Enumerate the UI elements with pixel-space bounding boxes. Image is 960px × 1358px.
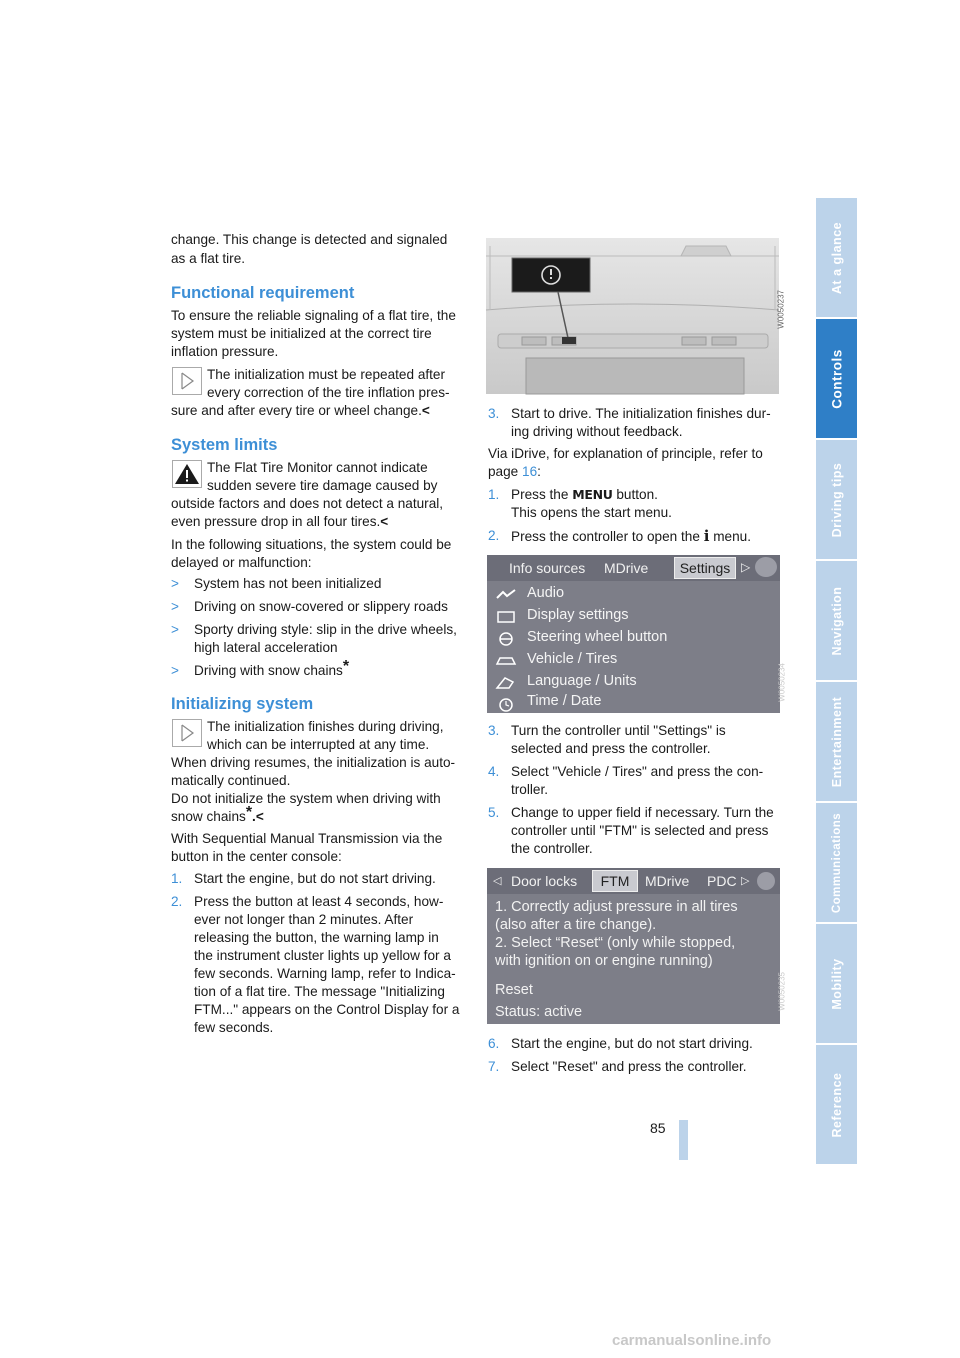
step-text: button. <box>616 487 658 502</box>
end-mark: .< <box>252 809 264 824</box>
step-item <box>488 1035 788 1055</box>
page-link[interactable]: 16 <box>522 464 538 479</box>
step-text: ing driving without feedback. <box>511 424 683 439</box>
status-text: Status: active <box>495 1004 583 1020</box>
step-text: Turn the controller until "Settings" is <box>511 723 726 738</box>
ftm-instruction-line: 2. Select “Reset“ (only while stopped, <box>495 935 736 951</box>
note1-text: sure and after every tire or wheel change. <box>171 403 422 418</box>
step-number: 5. <box>488 805 500 820</box>
step-item <box>488 804 788 864</box>
bullet: > <box>171 663 179 678</box>
warning-icon <box>172 460 202 488</box>
tab-mobility[interactable] <box>816 924 857 1043</box>
note2-line-2: which can be interrupted at any time. <box>207 737 430 752</box>
info-icon: i <box>703 527 710 545</box>
step-item <box>488 722 788 762</box>
list-item <box>171 598 471 618</box>
list-item-text: Driving on snow-covered or slippery roads <box>194 599 448 614</box>
intro-line-1: change. This change is detected and signaled <box>171 232 448 247</box>
heading-initializing-system: Initializing system <box>171 695 314 713</box>
step-text: troller. <box>511 782 549 797</box>
smt-line-1: With Sequential Manual Transmission via the <box>171 831 443 846</box>
list-item-text: high lateral acceleration <box>194 640 338 655</box>
menu-item-audio[interactable]: Audio <box>527 585 565 601</box>
step-number: 2. <box>488 528 500 543</box>
watermark: carmanualsonline.info <box>612 1332 772 1349</box>
language-icon <box>495 676 517 690</box>
step-text: selected and press the controller. <box>511 741 711 756</box>
note1-line-2: every correction of the tire inflation pres- <box>207 385 450 400</box>
step-number: 3. <box>488 406 500 421</box>
step-item <box>171 893 471 1043</box>
page-marker-bar <box>679 1120 688 1160</box>
warn-text: even pressure drop in all four tires. <box>171 514 381 529</box>
bullet: > <box>171 599 179 614</box>
list-item-text: Sporty driving style: slip in the drive wheels, <box>194 622 457 637</box>
note2-line-5: Do not initialize the system when driving with <box>171 791 441 806</box>
note2-line-1: The initialization finishes during driving, <box>207 719 444 734</box>
note2-line-4: matically continued. <box>171 773 291 788</box>
end-mark: < <box>421 403 430 418</box>
step-text: This opens the start menu. <box>511 505 672 520</box>
tab-at-a-glance[interactable] <box>816 198 857 317</box>
list-item-text: System has not been initialized <box>194 576 382 591</box>
step-item <box>488 763 788 803</box>
idrive-text: page <box>488 464 523 479</box>
step-text: few seconds. <box>194 1020 274 1035</box>
step-text: Select "Reset" and press the controller. <box>511 1059 747 1074</box>
tab-controls[interactable] <box>816 319 857 438</box>
note1-line-1: The initialization must be repeated after <box>207 367 446 382</box>
step-number: 4. <box>488 764 500 779</box>
menu-key-icon: MENU <box>572 487 613 502</box>
settings-gear-icon[interactable] <box>755 557 777 577</box>
note-icon <box>172 719 202 747</box>
note2-text: snow chains <box>171 809 246 824</box>
tab-door-locks[interactable]: Door locks <box>511 873 578 889</box>
tab-label: Reference <box>829 1072 844 1137</box>
console-photo <box>486 238 786 394</box>
step-text: FTM..." appears on the Control Display for a <box>194 1002 460 1017</box>
warn-line-1: The Flat Tire Monitor cannot indicate <box>207 460 428 475</box>
step-text: Press the <box>511 487 569 502</box>
info-icon[interactable] <box>757 872 775 890</box>
page-number: 85 <box>650 1120 666 1136</box>
step-text: tion of a flat tire. The message "Initializing <box>194 984 445 999</box>
step-text: the instrument cluster lights up yellow for a <box>194 948 451 963</box>
tab-settings[interactable]: Settings <box>674 557 736 579</box>
step-item <box>488 486 788 526</box>
ftm-instruction-line: 1. Correctly adjust pressure in all tires <box>495 899 738 915</box>
list-item <box>171 658 471 682</box>
bullet: > <box>171 576 179 591</box>
warn-line-3: outside factors and does not detect a natural, <box>171 496 444 511</box>
functional-line-3: inflation pressure. <box>171 344 279 359</box>
list-item-text: Driving with snow chains <box>194 663 343 678</box>
step-text: Change to upper field if necessary. Turn the <box>511 805 774 820</box>
step-number: 7. <box>488 1059 500 1074</box>
smt-line-2: button in the center console: <box>171 849 342 864</box>
warn-line-2: sudden severe tire damage caused by <box>207 478 438 493</box>
tab-label: Controls <box>829 348 844 409</box>
tab-label: Communications <box>830 812 843 913</box>
image-code: W0050234 <box>778 663 787 702</box>
step-text: Start the engine, but do not start driving. <box>511 1036 753 1051</box>
step-text: Press the controller to open the <box>511 529 700 544</box>
reset-button[interactable]: Reset <box>495 982 533 998</box>
step-item <box>488 1058 788 1078</box>
list-item <box>171 575 471 595</box>
idrive-line-2 <box>488 463 541 482</box>
ftm-instruction-line: (also after a tire change). <box>495 917 657 933</box>
step-item <box>488 405 788 445</box>
colon: : <box>537 464 541 479</box>
menu-item-vehicle-tires[interactable]: Vehicle / Tires <box>527 651 618 667</box>
arrow-right-icon: ▷ <box>741 875 750 887</box>
menu-item-language-units[interactable]: Language / Units <box>527 673 637 689</box>
tab-communications[interactable] <box>816 803 857 922</box>
image-code: W0050235 <box>778 972 787 1011</box>
step-text: few seconds. Warning lamp, refer to Indica- <box>194 966 456 981</box>
warn-line-4 <box>171 513 388 532</box>
note2-line-3: When driving resumes, the initialization is auto- <box>171 755 456 770</box>
tab-reference[interactable] <box>816 1045 857 1164</box>
tab-label: Navigation <box>829 586 844 655</box>
tab-mdrive[interactable]: MDrive <box>604 560 649 576</box>
vehicle-icon <box>495 654 517 668</box>
end-mark: < <box>380 514 389 529</box>
step-text: controller until "FTM" is selected and press <box>511 823 769 838</box>
step-number: 1. <box>171 871 183 886</box>
asterisk: * <box>342 658 350 675</box>
heading-system-limits: System limits <box>171 436 278 454</box>
step-text: Start to drive. The initialization finishes dur- <box>511 406 771 421</box>
tab-ftm[interactable]: FTM <box>592 870 638 892</box>
note-icon <box>172 367 202 395</box>
heading-functional-requirement: Functional requirement <box>171 284 355 302</box>
tab-pdc[interactable]: PDC <box>707 873 737 889</box>
note1-line-3 <box>171 402 430 421</box>
idrive-ftm-screen <box>487 868 787 1024</box>
tab-label: Mobility <box>829 957 844 1010</box>
step-text: Select "Vehicle / Tires" and press the con- <box>511 764 764 779</box>
intro-line-2: as a flat tire. <box>171 251 246 266</box>
list-item <box>171 621 471 661</box>
limits-line-1: In the following situations, the system could be <box>171 537 452 552</box>
tab-entertainment[interactable] <box>816 682 857 801</box>
tab-navigation[interactable] <box>816 561 857 680</box>
tab-label: Driving tips <box>829 462 844 537</box>
step-text: the controller. <box>511 841 593 856</box>
tab-driving-tips[interactable] <box>816 440 857 559</box>
arrow-left-icon: ◁ <box>493 875 502 887</box>
step-number: 3. <box>488 723 500 738</box>
display-icon <box>495 610 517 624</box>
tab-label: Entertainment <box>829 696 844 787</box>
step-text: menu. <box>713 529 751 544</box>
step-number: 2. <box>171 894 183 909</box>
step-item <box>171 870 471 890</box>
tab-mdrive[interactable]: MDrive <box>645 873 690 889</box>
step-item <box>488 527 788 547</box>
step-number: 1. <box>488 487 500 502</box>
tab-info-sources[interactable]: Info sources <box>509 560 586 576</box>
bullet: > <box>171 622 179 637</box>
side-tab-nav <box>816 198 857 1166</box>
clock-icon <box>495 698 517 712</box>
arrow-right-icon: ▷ <box>741 560 751 574</box>
step-text: Press the button at least 4 seconds, how- <box>194 894 444 909</box>
asterisk: * <box>245 804 253 821</box>
step-number: 6. <box>488 1036 500 1051</box>
idrive-menu-screen <box>487 555 787 713</box>
step-text: Start the engine, but do not start driving. <box>194 871 436 886</box>
audio-icon <box>495 588 517 602</box>
step-text: ever not longer than 2 minutes. After <box>194 912 414 927</box>
step-text: releasing the button, the warning lamp in <box>194 930 439 945</box>
note2-line-6 <box>171 804 264 827</box>
menu-item-time-date[interactable]: Time / Date <box>527 693 602 709</box>
tab-label: At a glance <box>829 221 844 294</box>
idrive-line-1: Via iDrive, for explanation of principle, refer to <box>488 446 763 461</box>
menu-item-steering-wheel-button[interactable]: Steering wheel button <box>527 629 668 645</box>
image-code: W0050237 <box>777 290 786 329</box>
limits-line-2: delayed or malfunction: <box>171 555 312 570</box>
menu-item-display-settings[interactable]: Display settings <box>527 607 629 623</box>
ftm-instruction-line: with ignition on or engine running) <box>495 953 713 969</box>
functional-line-2: system must be initialized at the correct tire <box>171 326 432 341</box>
steering-wheel-icon <box>495 632 517 646</box>
functional-line-1: To ensure the reliable signaling of a flat tire, the <box>171 308 456 323</box>
